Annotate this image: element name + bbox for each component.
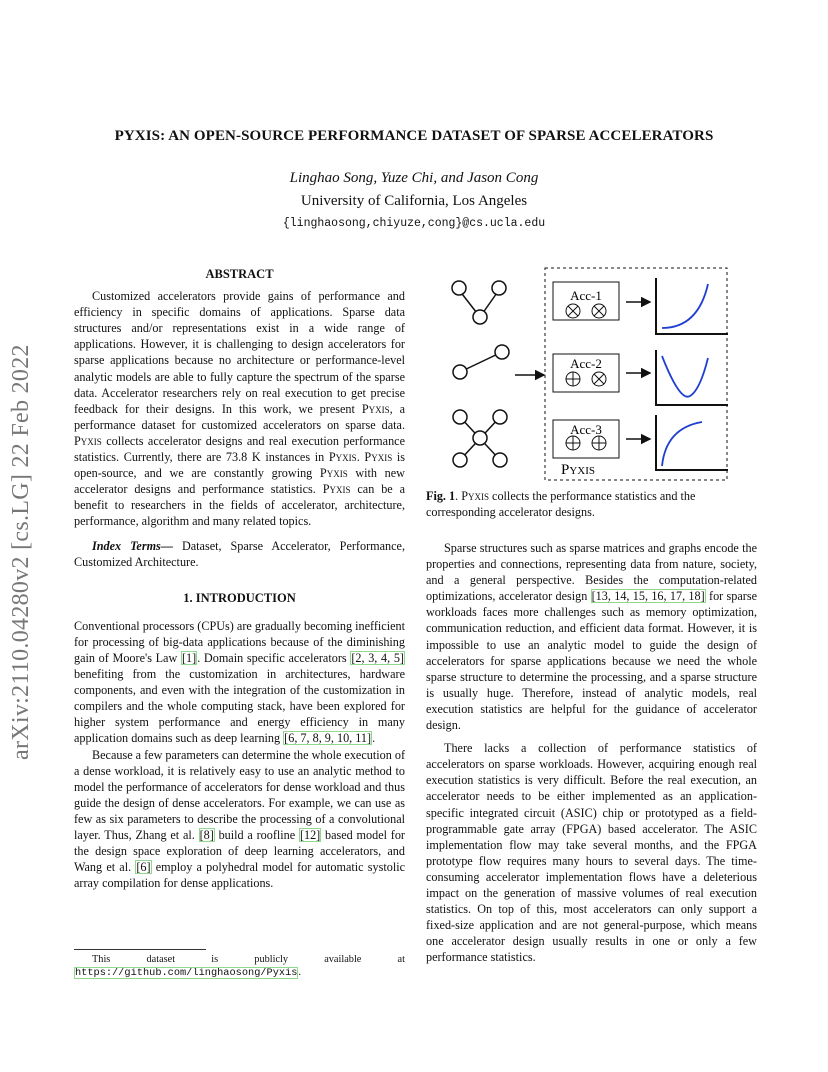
performance-curve-3 bbox=[662, 422, 702, 466]
dataset-url-link[interactable]: https://github.com/linghaosong/Pyxis bbox=[75, 967, 298, 979]
sparse-graph-2 bbox=[453, 345, 509, 379]
plot-axes-1 bbox=[656, 278, 728, 334]
multiply-icon bbox=[566, 304, 580, 318]
index-terms: Index Terms— Dataset, Sparse Accelerator, Performance, Customized Architecture. bbox=[74, 538, 405, 569]
accelerator-2 bbox=[553, 354, 619, 392]
citation-link[interactable]: [6] bbox=[136, 860, 151, 875]
author-email: {linghaosong,chiyuze,cong}@cs.ucla.edu bbox=[282, 217, 546, 230]
performance-curve-1 bbox=[662, 284, 708, 328]
left-column bbox=[74, 266, 405, 891]
multiply-icon bbox=[592, 372, 606, 386]
svg-text:Acc-1: Acc-1 bbox=[570, 288, 602, 303]
plot-axes-3 bbox=[656, 415, 728, 470]
add-icon bbox=[592, 436, 606, 450]
figure-1-caption: Fig. 1. Pyxis collects the performance statistics and the corresponding accelerator designs. bbox=[426, 489, 696, 519]
accelerator-3 bbox=[553, 420, 619, 458]
add-icon bbox=[566, 372, 580, 386]
citation-link[interactable]: [6, 7, 8, 9, 10, 11] bbox=[284, 731, 372, 746]
right-paragraph-2: There lacks a collection of performance statistics of accelerators on sparse workloads. However, acquiring enough real execution statistics is very difficult. Before the real execution, an accelerator needs to be either implemented as an application-specific integrated circuit (ASIC) chip or prototyped as a field-programmable gate array (FPGA) based accelerator. The ASIC implementation flow may take several months, and the FPGA prototype flow requires many hours to several days. The time-consuming accelerator implementation flows have a deleterious impact on the generation of massive volumes of real execution statistics. On top of this, most accelerators can only support a fixed-size application and are not general-purpose, which means one accelerator design usually results in one or only a few performance statistics. bbox=[426, 741, 757, 965]
abstract-heading: ABSTRACT bbox=[205, 267, 274, 281]
affiliation: University of California, Los Angeles bbox=[300, 193, 528, 209]
right-paragraph-1: Sparse structures such as sparse matrices and graphs encode the properties and connections, representing data from nature, society, and a general perspective. Besides the computation-related optimizations, accelerator design [13, 14, 15, 16, 17, 18] for sparse workloads faces more challenges such as memory optimization, communication reduction, and efficient data format. However, it is impossible to use an analytic model to guide the design of accelerators for sparse applications because we need the whole sparse structure to determine the processing, and a sparse structure is usually huge. Therefore, instead of analytic models, real execution statistics are helpful for the guidance of accelerator design. bbox=[426, 541, 757, 733]
plot-axes-2 bbox=[656, 350, 728, 405]
author-list: Linghao Song, Yuze Chi, and Jason Cong bbox=[289, 170, 539, 186]
paper-title: PYXIS: AN OPEN-SOURCE PERFORMANCE DATASET OF SPARSE ACCELERATORS bbox=[114, 128, 714, 144]
citation-link[interactable]: [1] bbox=[181, 650, 197, 665]
citation-link[interactable]: [2, 3, 4, 5] bbox=[351, 650, 404, 665]
arxiv-stamp: arXiv:2110.04280v2 [cs.LG] 22 Feb 2022 bbox=[8, 344, 34, 760]
accelerator-1 bbox=[553, 282, 619, 320]
intro-paragraph-1: Conventional processors (CPUs) are gradually becoming inefficient for processing of big-data applications because of the diminishing gain of Moore's Law [1]. Domain specific accelerators [2, 3, 4, 5] benefiting from the customization in architectures, hardware components, and even with the integration of the customization in compilers and the whole computing stack, have been explored for higher system performance and energy efficiency in many application domains such as deep learning [6, 7, 8, 9, 10, 11]. bbox=[74, 618, 405, 746]
pyxis-box-label: Pyxis bbox=[561, 462, 596, 478]
add-icon bbox=[566, 436, 580, 450]
footnote: This dataset is publicly available at https://github.com/linghaosong/Pyxis. bbox=[75, 954, 405, 979]
figure-1-diagram bbox=[440, 262, 740, 484]
citation-link[interactable]: [13, 14, 15, 16, 17, 18] bbox=[591, 589, 705, 604]
performance-curve-2 bbox=[662, 356, 708, 397]
footnote-rule bbox=[74, 949, 206, 950]
multiply-icon bbox=[592, 304, 606, 318]
abstract-text: Customized accelerators provide gains of performance and efficiency in specific domains of applications. Sparse data structures and/or representations exist in a wide range of applications. However, it is challenging to design accelerators for sparse applications because no architecture or performance-level analytic models are able to fully capture the spectrum of the sparse data. Accelerator researchers rely on real execution to get precise feedback for their designs. In this work, we present Pyxis, a performance dataset for customized accelerators on sparse data. Pyxis collects accelerator designs and real execution performance statistics. Currently, there are 73.8 K instances in Pyxis. Pyxis is open-source, and we are constantly growing Pyxis with new accelerator designs and performance statistics. Pyxis can be a benefit to researchers in the fields of accelerator, architecture, performance, algorithm and many related topics. bbox=[74, 289, 406, 529]
citation-link[interactable]: [8] bbox=[199, 828, 214, 842]
citation-link[interactable]: [12] bbox=[299, 828, 321, 842]
sparse-graph-3 bbox=[453, 410, 507, 467]
sparse-graph-1 bbox=[452, 281, 506, 324]
intro-paragraph-2: Because a few parameters can determine the whole execution of a dense workload, it is relatively easy to use an analytic method to model the performance of accelerators for dense workload and thus guide the design of dense accelerators. For example, we can use as few as six parameters to describe the processing of a convolutional layer. Thus, Zhang et al. [8] build a roofline [12] based model for the design space exploration of deep learning accelerators, and Wang et al. [6] employ a polyhedral model for automatic systolic array compilation for dense applications. bbox=[74, 747, 406, 891]
right-column bbox=[426, 540, 757, 965]
svg-text:Acc-3: Acc-3 bbox=[570, 422, 602, 437]
svg-text:Acc-2: Acc-2 bbox=[570, 356, 602, 371]
introduction-heading: 1. INTRODUCTION bbox=[183, 590, 296, 605]
